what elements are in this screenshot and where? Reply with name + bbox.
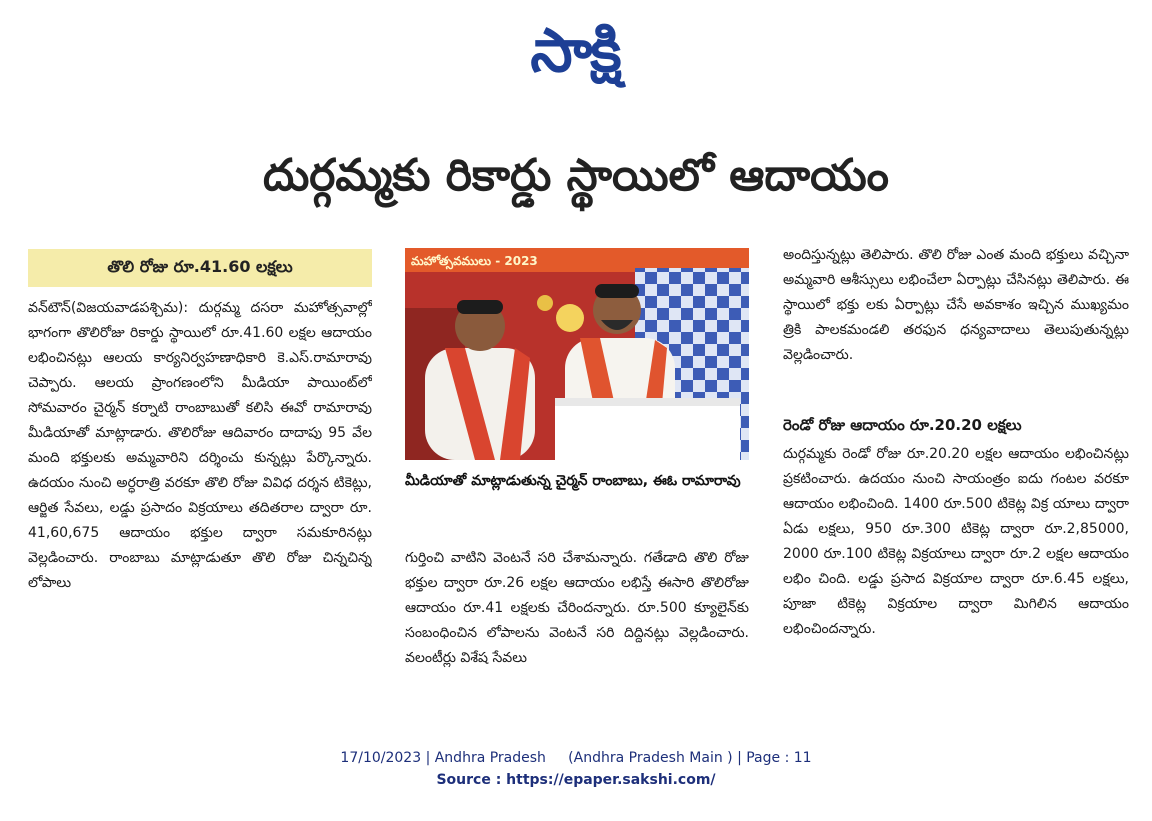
column-3-subheading: రెండో రోజు ఆదాయం రూ.20.20 లక్షలు [783,416,1022,434]
photo-banner-text: మహోత్సవములు - 2023 [411,254,538,268]
column-3-paragraph-1: అందిస్తున్నట్లు తెలిపారు. తొలి రోజు ఎంత మంది భక్తులు వచ్చినా అమ్మవారి ఆశీస్సులు లభించేలా ఏర్పాట్లు చేసినట్లు తెలిపారు. ఈ స్థాయిలో భక్తు లకు ఏర్పాట్లు చేసే అవకాశం ఇచ్చిన ముఖ్యమం త్రికి పాలకమండలి తరఫున ధన్యవాదాలు తెలుపుతున్నట్లు వెల్లడించారు. [783,247,1129,363]
footer-source-link[interactable]: Source : https://epaper.sakshi.com/ [436,772,716,788]
logo-text: సాక్షి [530,16,620,86]
photo-illustration [405,248,749,460]
subhead-banner: తొలి రోజు రూ.41.60 లక్షలు [28,249,372,287]
news-photo [405,248,749,460]
photo-caption: మీడియాతో మాట్లాడుతున్న చైర్మన్ రాంబాబు, ఈఓ రామారావు [405,473,741,489]
article-column-1: వన్‌టౌన్(విజయవాడపశ్చిమ): దుర్గమ్మ దసరా మహోత్సవాల్లో భాగంగా తొలిరోజు రికార్డు స్థాయిలో రూ.41.60 లక్షల ఆదాయం లభించినట్లు ఆలయ కార్యనిర్వహణాధికారి కె.ఎస్.రామారావు చెప్పారు. ఆలయ ప్రాంగణంలోని మీడియా పాయింట్‌లో సోమవారం చైర్మన్ కర్నాటి రాంబాబుతో కలిసి ఈవో రామారావు మీడియాతో మాట్లాడారు. తొలిరోజు ఆదివారం దాదాపు 95 వేల మంది భక్తులకు అమ్మవారిని దర్శించు కున్నట్లు పేర్కొన్నారు. ఉదయం నుంచి అర్ధరాత్రి వరకూ తొలి రోజు వివిధ దర్శన టికెట్లు, ఆర్జిత సేవలు, లడ్డు ప్రసాదం విక్రయాలు తదితరాల ద్వారా రూ. 41,60,675 ఆదాయం భక్తుల ద్వారా సమకూరినట్లు వెల్లడించారు. రాంబాబు మాట్లాడుతూ తొలి రోజు చిన్నచిన్న లోపాలు [28,300,372,591]
masthead-logo [470,14,680,102]
footer-date-edition: 17/10/2023 | Andhra Pradesh (Andhra Pradesh Main ) | Page : 11 [340,750,812,766]
column-3-paragraph-2: దుర్గమ్మకు రెండో రోజు రూ.20.20 లక్షల ఆదాయం లభించినట్లు ప్రకటించారు. ఉదయం నుంచి సాయంత్రం ఐదు గంటల వరకూ ఆదాయం లభించింది. 1400 రూ.500 టికెట్ల విక్ర యాలు ద్వారా ఏడు లక్షలు, 950 రూ.300 టికెట్ల ద్వారా రూ.2,85000, 2000 రూ.100 టికెట్ల విక్రయాలు ద్వారా రూ.2 లక్షల ఆదాయం లభిం చింది. లడ్డు ప్రసాద విక్రయాల ద్వారా రూ.6.45 లక్షలు, పూజా టికెట్ల విక్రయాల ద్వారా మిగిలిన ఆదాయం లభించిందన్నారు. [783,446,1129,637]
article-column-2: గుర్తించి వాటిని వెంటనే సరి చేశామన్నారు. గతేడాది తొలి రోజు భక్తుల ద్వారా రూ.26 లక్షల ఆదాయం లభిస్తే ఈసారి తొలిరోజు ఆదాయం రూ.41 లక్షలకు చేరిందన్నారు. రూ.500 క్యూలైన్‌కు సంబంధించిన లోపాలను వెంటనే సరి దిద్దినట్లు వెల్లడించారు. వలంటీర్లు విశేష సేవలు [405,550,749,666]
headline: దుర్గమ్మకు రికార్డు స్థాయిలో ఆదాయం [263,150,889,201]
article-column-3 [783,243,1129,718]
